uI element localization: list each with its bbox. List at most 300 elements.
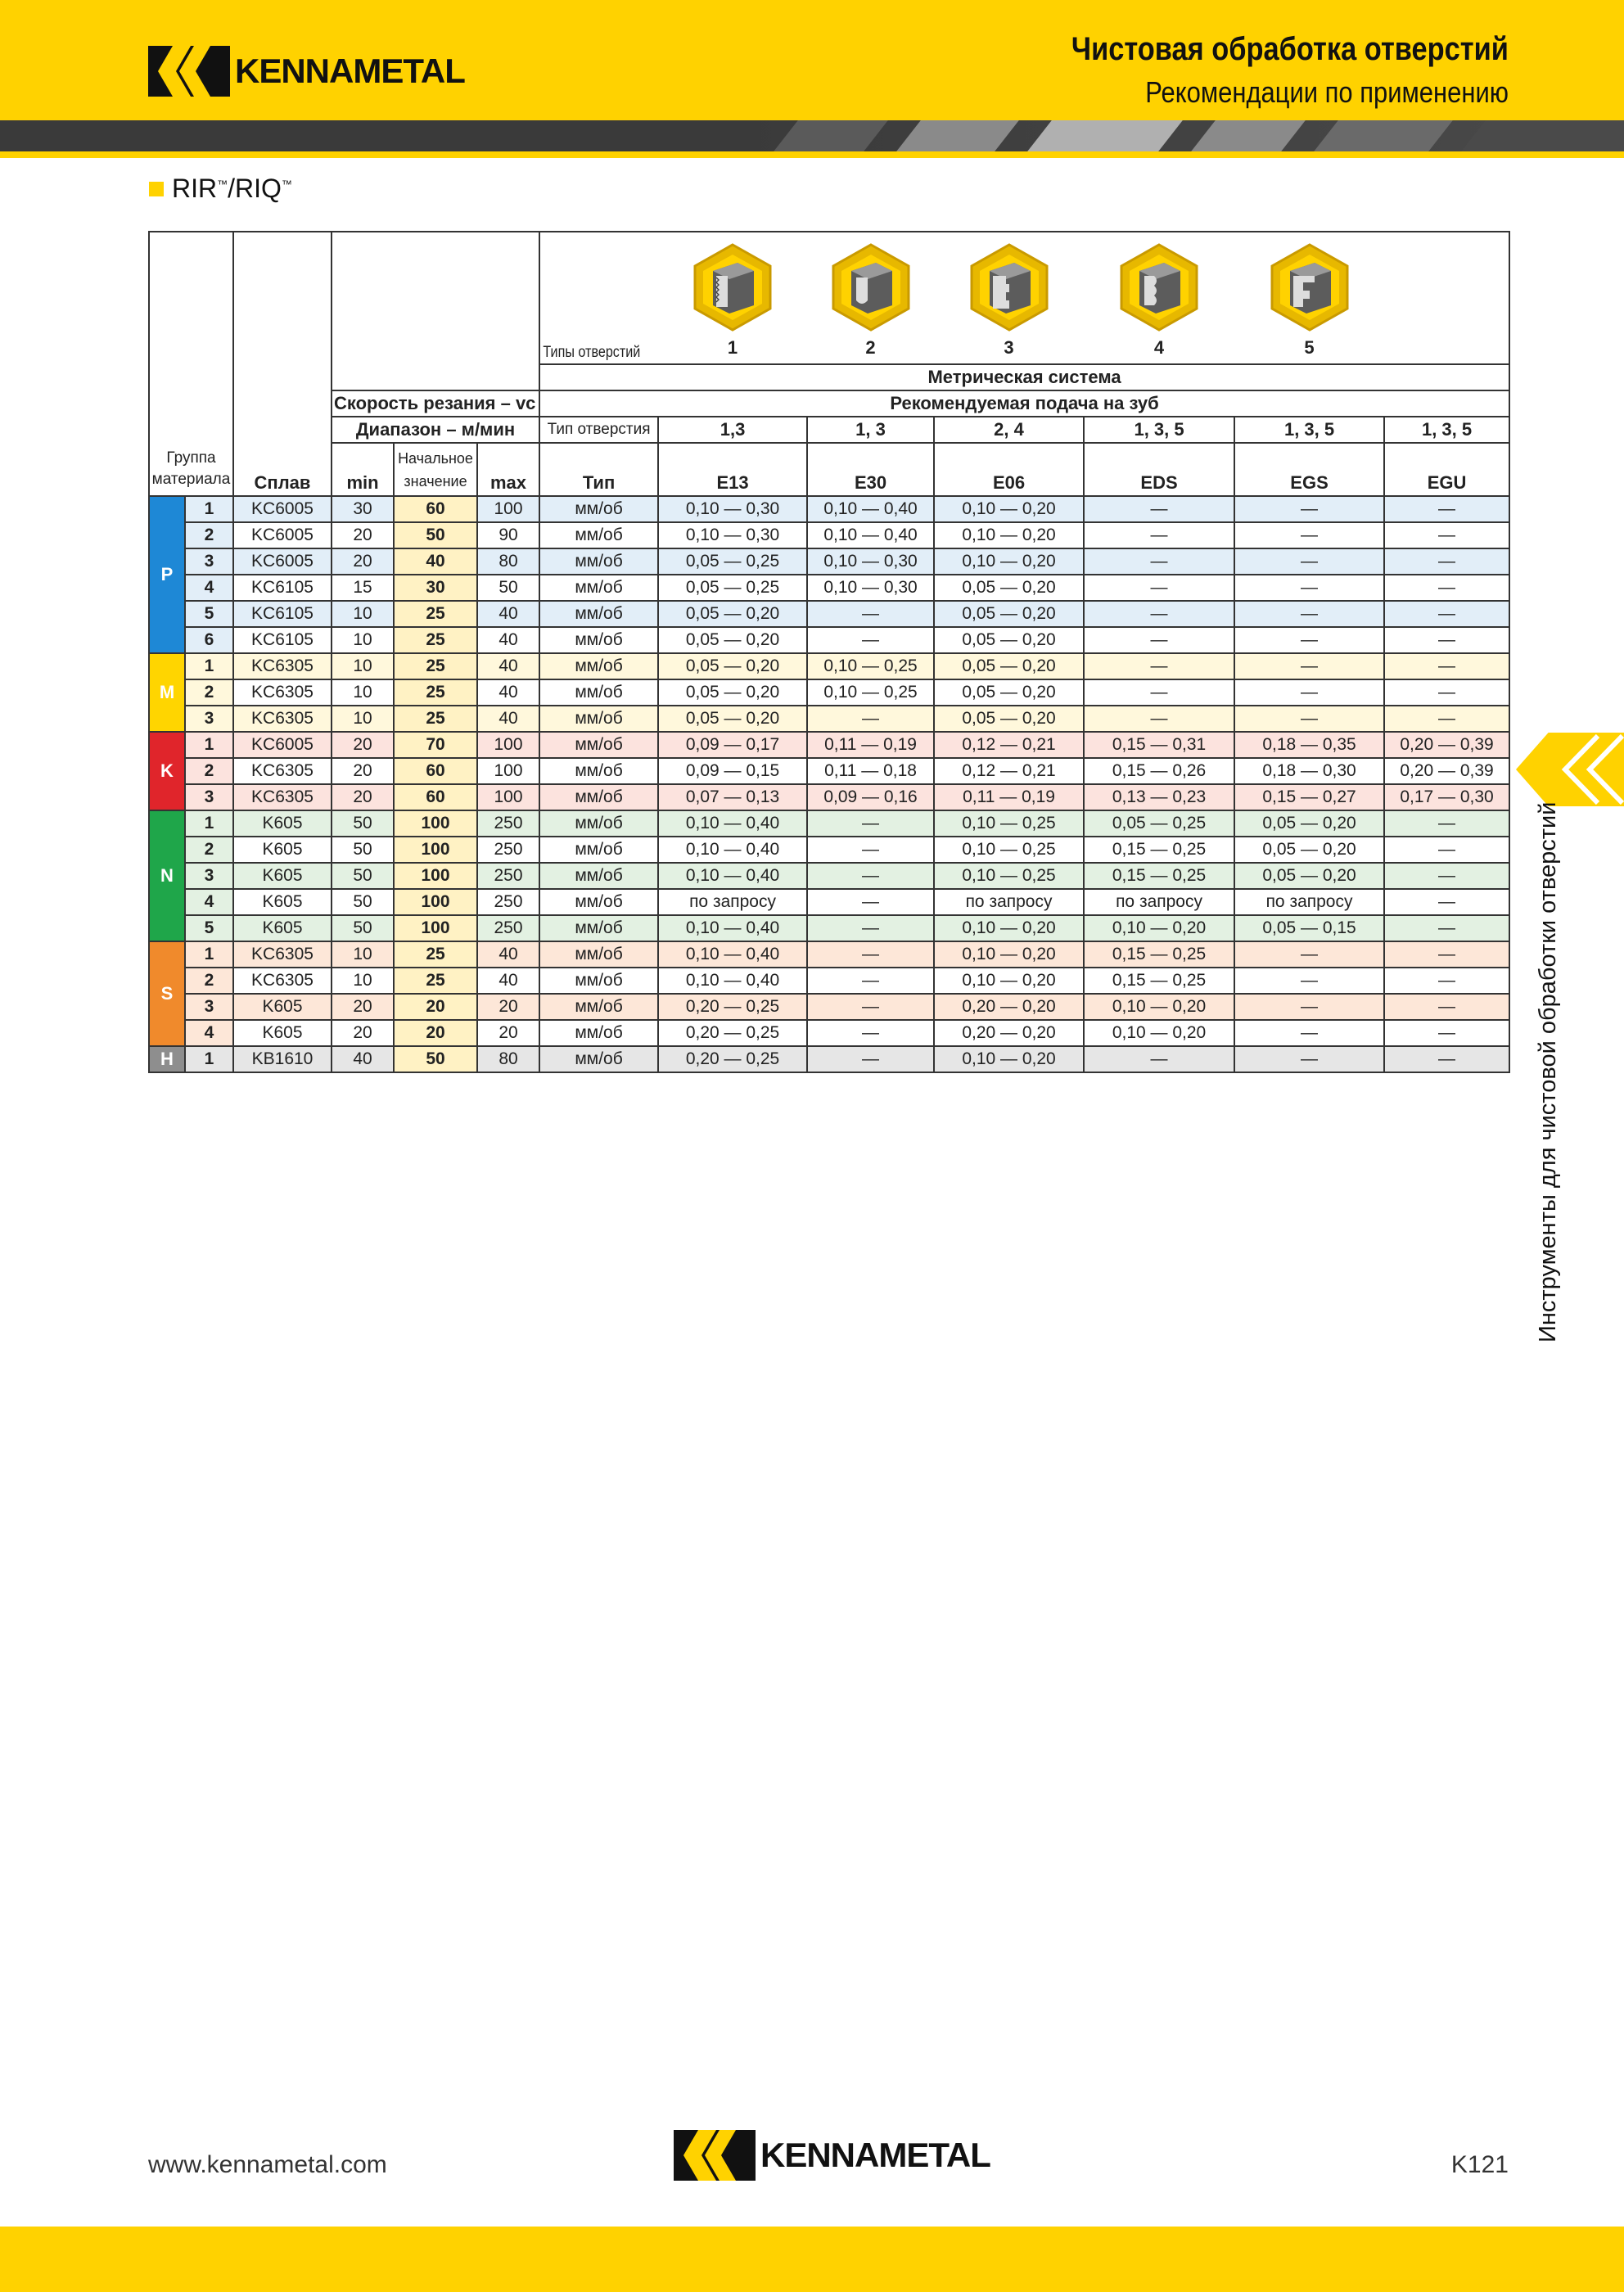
hole-type-value: 1,3 <box>658 417 807 443</box>
feed-e30-cell: 0,09 — 0,16 <box>807 784 934 810</box>
chapter-tab[interactable] <box>1516 733 1624 806</box>
tool-type-egs: EGS <box>1234 443 1384 496</box>
unit-cell: мм/об <box>539 758 658 784</box>
speed-initial-cell: 70 <box>394 732 477 758</box>
speed-min-cell: 30 <box>332 496 394 522</box>
speed-initial-cell: 25 <box>394 653 477 679</box>
feed-e06-cell: 0,12 — 0,21 <box>934 758 1084 784</box>
hole-type-value: 1, 3, 5 <box>1084 417 1234 443</box>
feed-eds-cell: — <box>1084 548 1234 575</box>
feed-e13-cell: 0,20 — 0,25 <box>658 1020 807 1046</box>
speed-max-cell: 250 <box>477 889 539 915</box>
feed-e30-cell: — <box>807 889 934 915</box>
speed-min-cell: 50 <box>332 837 394 863</box>
speed-min-cell: 10 <box>332 968 394 994</box>
feed-egu-cell: — <box>1384 1046 1509 1072</box>
speed-max-cell: 90 <box>477 522 539 548</box>
speed-max-cell: 40 <box>477 679 539 706</box>
feed-egu-cell: — <box>1384 653 1509 679</box>
alloy-cell: KC6305 <box>233 653 332 679</box>
speed-min-cell: 10 <box>332 627 394 653</box>
alloy-cell: KC6005 <box>233 496 332 522</box>
speed-max-cell: 40 <box>477 941 539 968</box>
feed-egs-cell: — <box>1234 522 1384 548</box>
speed-min-cell: 50 <box>332 915 394 941</box>
feed-e13-cell: 0,10 — 0,40 <box>658 941 807 968</box>
hole-type-number: 2 <box>865 336 876 358</box>
hole-type-2-icon <box>827 243 915 332</box>
feed-e30-cell: — <box>807 627 934 653</box>
speed-min-cell: 10 <box>332 706 394 732</box>
speed-min-cell: 10 <box>332 601 394 627</box>
feed-eds-cell: — <box>1084 601 1234 627</box>
table-row <box>149 994 1509 1020</box>
table-row <box>149 863 1509 889</box>
speed-initial-cell: 60 <box>394 496 477 522</box>
alloy-cell: K605 <box>233 863 332 889</box>
speed-initial-cell: 20 <box>394 1020 477 1046</box>
table-row <box>149 732 1509 758</box>
subgroup-number: 2 <box>185 968 233 994</box>
speed-max-cell: 40 <box>477 653 539 679</box>
feed-egs-cell: 0,05 — 0,20 <box>1234 837 1384 863</box>
table-row <box>149 627 1509 653</box>
max-label: max <box>477 443 539 496</box>
speed-max-cell: 40 <box>477 601 539 627</box>
alloy-cell: KC6105 <box>233 601 332 627</box>
subgroup-number: 4 <box>185 889 233 915</box>
subgroup-number: 3 <box>185 706 233 732</box>
feed-egs-cell: — <box>1234 548 1384 575</box>
feed-e06-cell: 0,05 — 0,20 <box>934 627 1084 653</box>
header-yellow-line <box>0 151 1624 158</box>
feed-e06-cell: 0,10 — 0,20 <box>934 1046 1084 1072</box>
speed-initial-cell: 25 <box>394 601 477 627</box>
feed-egs-cell: — <box>1234 627 1384 653</box>
table-row <box>149 601 1509 627</box>
feed-e30-cell: 0,10 — 0,30 <box>807 548 934 575</box>
subgroup-number: 2 <box>185 837 233 863</box>
speed-max-cell: 50 <box>477 575 539 601</box>
table-row <box>149 758 1509 784</box>
unit-cell: мм/об <box>539 732 658 758</box>
subgroup-number: 3 <box>185 548 233 575</box>
unit-cell: мм/об <box>539 653 658 679</box>
speed-min-cell: 50 <box>332 889 394 915</box>
speed-initial-cell: 25 <box>394 706 477 732</box>
feed-egu-cell: — <box>1384 679 1509 706</box>
feed-e30-cell: 0,10 — 0,40 <box>807 496 934 522</box>
feed-e13-cell: 0,05 — 0,20 <box>658 627 807 653</box>
hole-type-value: 1, 3 <box>807 417 934 443</box>
feed-e13-cell: 0,10 — 0,40 <box>658 863 807 889</box>
speed-initial-cell: 25 <box>394 941 477 968</box>
feed-egs-cell: — <box>1234 968 1384 994</box>
feed-e06-cell: 0,10 — 0,20 <box>934 941 1084 968</box>
alloy-cell: KC6005 <box>233 548 332 575</box>
unit-cell: мм/об <box>539 706 658 732</box>
tool-type-e30: E30 <box>807 443 934 496</box>
material-group-cell: M <box>149 653 185 732</box>
feed-eds-cell: — <box>1084 1046 1234 1072</box>
speed-max-cell: 250 <box>477 915 539 941</box>
feed-eds-cell: 0,15 — 0,25 <box>1084 837 1234 863</box>
feed-e13-cell: 0,20 — 0,25 <box>658 1046 807 1072</box>
feed-egs-cell: — <box>1234 653 1384 679</box>
feed-e06-cell: 0,10 — 0,25 <box>934 863 1084 889</box>
speed-initial-cell: 40 <box>394 548 477 575</box>
speed-initial-cell: 60 <box>394 784 477 810</box>
feed-egs-cell: 0,15 — 0,27 <box>1234 784 1384 810</box>
feed-e13-cell: 0,05 — 0,20 <box>658 706 807 732</box>
subgroup-number: 2 <box>185 758 233 784</box>
feed-e06-cell: 0,05 — 0,20 <box>934 601 1084 627</box>
speed-max-cell: 250 <box>477 810 539 837</box>
feed-e06-cell: по запросу <box>934 889 1084 915</box>
tool-type-eds: EDS <box>1084 443 1234 496</box>
table-row <box>149 837 1509 863</box>
speed-initial-cell: 100 <box>394 889 477 915</box>
header-stripe <box>0 120 1624 151</box>
feed-e06-cell: 0,10 — 0,25 <box>934 810 1084 837</box>
feed-e06-cell: 0,10 — 0,25 <box>934 837 1084 863</box>
product-name-rir: RIR <box>172 174 218 203</box>
feed-eds-cell: 0,15 — 0,31 <box>1084 732 1234 758</box>
feed-egs-cell: — <box>1234 575 1384 601</box>
table-row <box>149 784 1509 810</box>
speed-initial-cell: 50 <box>394 1046 477 1072</box>
feed-e13-cell: 0,05 — 0,25 <box>658 548 807 575</box>
footer-brand-name: KENNAMETAL <box>760 2136 990 2174</box>
feed-e13-cell: 0,10 — 0,30 <box>658 522 807 548</box>
feed-e30-cell: — <box>807 601 934 627</box>
subgroup-number: 1 <box>185 1046 233 1072</box>
material-group-cell: K <box>149 732 185 810</box>
hole-type-1-icon <box>688 243 777 332</box>
feed-e30-cell: 0,11 — 0,19 <box>807 732 934 758</box>
alloy-label: Сплав <box>233 443 332 496</box>
tool-type-egu: EGU <box>1384 443 1509 496</box>
feed-eds-cell: — <box>1084 679 1234 706</box>
speed-min-cell: 10 <box>332 941 394 968</box>
hole-type-number: 5 <box>1304 336 1315 358</box>
material-group-cell: H <box>149 1046 185 1072</box>
feed-egu-cell: — <box>1384 522 1509 548</box>
unit-cell: мм/об <box>539 994 658 1020</box>
table-row <box>149 653 1509 679</box>
feed-e13-cell: 0,07 — 0,13 <box>658 784 807 810</box>
feed-e06-cell: 0,10 — 0,20 <box>934 496 1084 522</box>
kennametal-k-logo-icon <box>674 2130 756 2181</box>
section-title: RIR™/RIQ™ <box>149 174 292 204</box>
table-row <box>149 679 1509 706</box>
feed-egs-cell: 0,05 — 0,20 <box>1234 810 1384 837</box>
speed-max-cell: 40 <box>477 706 539 732</box>
unit-cell: мм/об <box>539 601 658 627</box>
speed-max-cell: 250 <box>477 837 539 863</box>
feed-egu-cell: — <box>1384 863 1509 889</box>
feed-e13-cell: 0,05 — 0,25 <box>658 575 807 601</box>
feed-e30-cell: — <box>807 837 934 863</box>
speed-max-cell: 20 <box>477 994 539 1020</box>
speed-min-cell: 10 <box>332 653 394 679</box>
feed-egu-cell: — <box>1384 941 1509 968</box>
feed-eds-cell: — <box>1084 496 1234 522</box>
hole-type-value: 2, 4 <box>934 417 1084 443</box>
feed-e30-cell: — <box>807 994 934 1020</box>
unit-cell: мм/об <box>539 1046 658 1072</box>
speed-max-cell: 40 <box>477 627 539 653</box>
chevron-left-icon <box>1516 733 1624 806</box>
table-row <box>149 941 1509 968</box>
feed-egu-cell: — <box>1384 1020 1509 1046</box>
material-group-cell: S <box>149 941 185 1046</box>
feed-e30-cell: — <box>807 915 934 941</box>
feed-egs-cell: 0,05 — 0,20 <box>1234 863 1384 889</box>
feed-eds-cell: 0,10 — 0,20 <box>1084 915 1234 941</box>
feed-eds-cell: — <box>1084 706 1234 732</box>
initial-value-label-2: значение <box>404 472 467 490</box>
subgroup-number: 3 <box>185 994 233 1020</box>
speed-max-cell: 100 <box>477 496 539 522</box>
feed-egu-cell: — <box>1384 548 1509 575</box>
cutting-speed-label: Скорость резания – vc <box>332 390 539 417</box>
feed-egu-cell: 0,20 — 0,39 <box>1384 758 1509 784</box>
alloy-cell: KC6305 <box>233 758 332 784</box>
feed-e06-cell: 0,20 — 0,20 <box>934 1020 1084 1046</box>
speed-initial-cell: 20 <box>394 994 477 1020</box>
tool-type-e13: E13 <box>658 443 807 496</box>
speed-initial-cell: 25 <box>394 679 477 706</box>
unit-cell: мм/об <box>539 968 658 994</box>
feed-egs-cell: — <box>1234 994 1384 1020</box>
speed-max-cell: 20 <box>477 1020 539 1046</box>
hole-type-label: Тип отверстия <box>539 417 658 443</box>
feed-eds-cell: — <box>1084 627 1234 653</box>
alloy-cell: K605 <box>233 994 332 1020</box>
material-group-cell: P <box>149 496 185 653</box>
speed-max-cell: 80 <box>477 548 539 575</box>
speed-max-cell: 100 <box>477 784 539 810</box>
page-title: Чистовая обработка отверстий <box>1071 31 1509 67</box>
subgroup-number: 6 <box>185 627 233 653</box>
feed-egs-cell: 0,18 — 0,35 <box>1234 732 1384 758</box>
alloy-cell: K605 <box>233 915 332 941</box>
alloy-cell: K605 <box>233 837 332 863</box>
feed-egu-cell: 0,17 — 0,30 <box>1384 784 1509 810</box>
feed-e13-cell: 0,10 — 0,40 <box>658 810 807 837</box>
feed-e13-cell: 0,10 — 0,40 <box>658 837 807 863</box>
table-row <box>149 968 1509 994</box>
feed-eds-cell: — <box>1084 575 1234 601</box>
feed-eds-cell: 0,10 — 0,20 <box>1084 1020 1234 1046</box>
feed-egu-cell: — <box>1384 915 1509 941</box>
subgroup-number: 1 <box>185 941 233 968</box>
feed-egu-cell: — <box>1384 968 1509 994</box>
speed-max-cell: 40 <box>477 968 539 994</box>
feed-e13-cell: 0,05 — 0,20 <box>658 601 807 627</box>
alloy-cell: KC6305 <box>233 784 332 810</box>
table-row <box>149 706 1509 732</box>
speed-min-cell: 20 <box>332 548 394 575</box>
speed-initial-cell: 30 <box>394 575 477 601</box>
speed-min-cell: 20 <box>332 732 394 758</box>
alloy-cell: KC6105 <box>233 627 332 653</box>
hole-type-4-icon <box>1115 243 1203 332</box>
feed-egu-cell: 0,20 — 0,39 <box>1384 732 1509 758</box>
alloy-cell: KC6305 <box>233 941 332 968</box>
feed-egu-cell: — <box>1384 837 1509 863</box>
feed-e06-cell: 0,10 — 0,20 <box>934 915 1084 941</box>
unit-cell: мм/об <box>539 784 658 810</box>
unit-cell: мм/об <box>539 679 658 706</box>
feed-e13-cell: 0,10 — 0,40 <box>658 915 807 941</box>
hole-types-label: Типы отверстий <box>543 344 641 361</box>
feed-e13-cell: 0,09 — 0,17 <box>658 732 807 758</box>
feed-e06-cell: 0,10 — 0,20 <box>934 522 1084 548</box>
hole-type-3-icon <box>965 243 1053 332</box>
speed-max-cell: 100 <box>477 732 539 758</box>
unit-cell: мм/об <box>539 575 658 601</box>
subgroup-number: 3 <box>185 784 233 810</box>
feed-e30-cell: 0,11 — 0,18 <box>807 758 934 784</box>
speed-min-cell: 10 <box>332 679 394 706</box>
chapter-side-label: Инструменты для чистовой обработки отверстий <box>1535 801 1561 1342</box>
unit-cell: мм/об <box>539 941 658 968</box>
speed-min-cell: 20 <box>332 784 394 810</box>
min-label: min <box>332 443 394 496</box>
feed-eds-cell: 0,10 — 0,20 <box>1084 994 1234 1020</box>
feed-egs-cell: по запросу <box>1234 889 1384 915</box>
metric-system-label: Метрическая система <box>539 364 1509 390</box>
feed-e30-cell: 0,10 — 0,25 <box>807 653 934 679</box>
feed-e13-cell: 0,10 — 0,40 <box>658 968 807 994</box>
feed-egs-cell: 0,05 — 0,15 <box>1234 915 1384 941</box>
feed-egu-cell: — <box>1384 889 1509 915</box>
hole-type-5-icon <box>1265 243 1354 332</box>
alloy-cell: KC6305 <box>233 679 332 706</box>
feed-egs-cell: — <box>1234 706 1384 732</box>
material-group-cell: N <box>149 810 185 941</box>
brand-name: KENNAMETAL <box>235 52 465 90</box>
alloy-cell: KC6005 <box>233 522 332 548</box>
feed-eds-cell: 0,13 — 0,23 <box>1084 784 1234 810</box>
feed-egs-cell: — <box>1234 941 1384 968</box>
footer-bar <box>0 2227 1624 2292</box>
feed-e06-cell: 0,05 — 0,20 <box>934 575 1084 601</box>
feed-eds-cell: — <box>1084 653 1234 679</box>
speed-min-cell: 20 <box>332 1020 394 1046</box>
hole-type-number: 4 <box>1153 336 1165 358</box>
feed-eds-cell: 0,15 — 0,26 <box>1084 758 1234 784</box>
speed-max-cell: 100 <box>477 758 539 784</box>
feed-e06-cell: 0,12 — 0,21 <box>934 732 1084 758</box>
material-group-label: Группа <box>166 449 216 467</box>
subgroup-number: 1 <box>185 653 233 679</box>
hole-type-number: 3 <box>1004 336 1014 358</box>
unit-cell: мм/об <box>539 1020 658 1046</box>
unit-cell: мм/об <box>539 889 658 915</box>
feed-e13-cell: 0,09 — 0,15 <box>658 758 807 784</box>
feed-e30-cell: — <box>807 1020 934 1046</box>
feed-eds-cell: — <box>1084 522 1234 548</box>
feed-e13-cell: 0,05 — 0,20 <box>658 679 807 706</box>
bullet-square-icon <box>149 182 164 196</box>
feed-e06-cell: 0,05 — 0,20 <box>934 706 1084 732</box>
alloy-cell: K605 <box>233 1020 332 1046</box>
speed-min-cell: 50 <box>332 863 394 889</box>
feed-e06-cell: 0,05 — 0,20 <box>934 653 1084 679</box>
page-subtitle: Рекомендации по применению <box>1145 75 1509 109</box>
subgroup-number: 2 <box>185 679 233 706</box>
feed-egs-cell: — <box>1234 1020 1384 1046</box>
feed-egu-cell: — <box>1384 496 1509 522</box>
speed-min-cell: 20 <box>332 994 394 1020</box>
subgroup-number: 1 <box>185 732 233 758</box>
tool-type-e06: E06 <box>934 443 1084 496</box>
unit-cell: мм/об <box>539 915 658 941</box>
initial-value-label: Начальное <box>398 449 473 467</box>
unit-cell: мм/об <box>539 548 658 575</box>
website-link[interactable]: www.kennametal.com <box>148 2151 387 2178</box>
subgroup-number: 5 <box>185 601 233 627</box>
alloy-cell: K605 <box>233 889 332 915</box>
alloy-cell: KB1610 <box>233 1046 332 1072</box>
footer-logo <box>674 2130 990 2181</box>
feed-egu-cell: — <box>1384 810 1509 837</box>
subgroup-number: 1 <box>185 810 233 837</box>
speed-initial-cell: 50 <box>394 522 477 548</box>
feed-e30-cell: 0,10 — 0,30 <box>807 575 934 601</box>
subgroup-number: 3 <box>185 863 233 889</box>
subgroup-number: 4 <box>185 1020 233 1046</box>
table-row <box>149 889 1509 915</box>
table-row <box>149 915 1509 941</box>
feed-eds-cell: 0,15 — 0,25 <box>1084 941 1234 968</box>
feed-e30-cell: — <box>807 968 934 994</box>
speed-initial-cell: 100 <box>394 863 477 889</box>
feed-e30-cell: — <box>807 1046 934 1072</box>
feed-e13-cell: 0,20 — 0,25 <box>658 994 807 1020</box>
subgroup-number: 5 <box>185 915 233 941</box>
unit-cell: мм/об <box>539 837 658 863</box>
unit-cell: мм/об <box>539 810 658 837</box>
table-row <box>149 810 1509 837</box>
feed-egu-cell: — <box>1384 627 1509 653</box>
table-row <box>149 496 1509 522</box>
speed-initial-cell: 25 <box>394 968 477 994</box>
speed-min-cell: 50 <box>332 810 394 837</box>
table-row <box>149 1046 1509 1072</box>
table-row <box>149 575 1509 601</box>
speed-initial-cell: 60 <box>394 758 477 784</box>
unit-cell: мм/об <box>539 496 658 522</box>
range-label: Диапазон – м/мин <box>332 417 539 443</box>
hole-type-number: 1 <box>727 336 738 358</box>
feed-e06-cell: 0,05 — 0,20 <box>934 679 1084 706</box>
alloy-cell: KC6305 <box>233 968 332 994</box>
speed-initial-cell: 100 <box>394 915 477 941</box>
speed-initial-cell: 100 <box>394 837 477 863</box>
subgroup-number: 4 <box>185 575 233 601</box>
hole-type-value: 1, 3, 5 <box>1384 417 1509 443</box>
feed-egu-cell: — <box>1384 994 1509 1020</box>
speed-min-cell: 40 <box>332 1046 394 1072</box>
alloy-cell: KC6005 <box>233 732 332 758</box>
feed-egu-cell: — <box>1384 575 1509 601</box>
feed-e06-cell: 0,20 — 0,20 <box>934 994 1084 1020</box>
feed-eds-cell: 0,05 — 0,25 <box>1084 810 1234 837</box>
